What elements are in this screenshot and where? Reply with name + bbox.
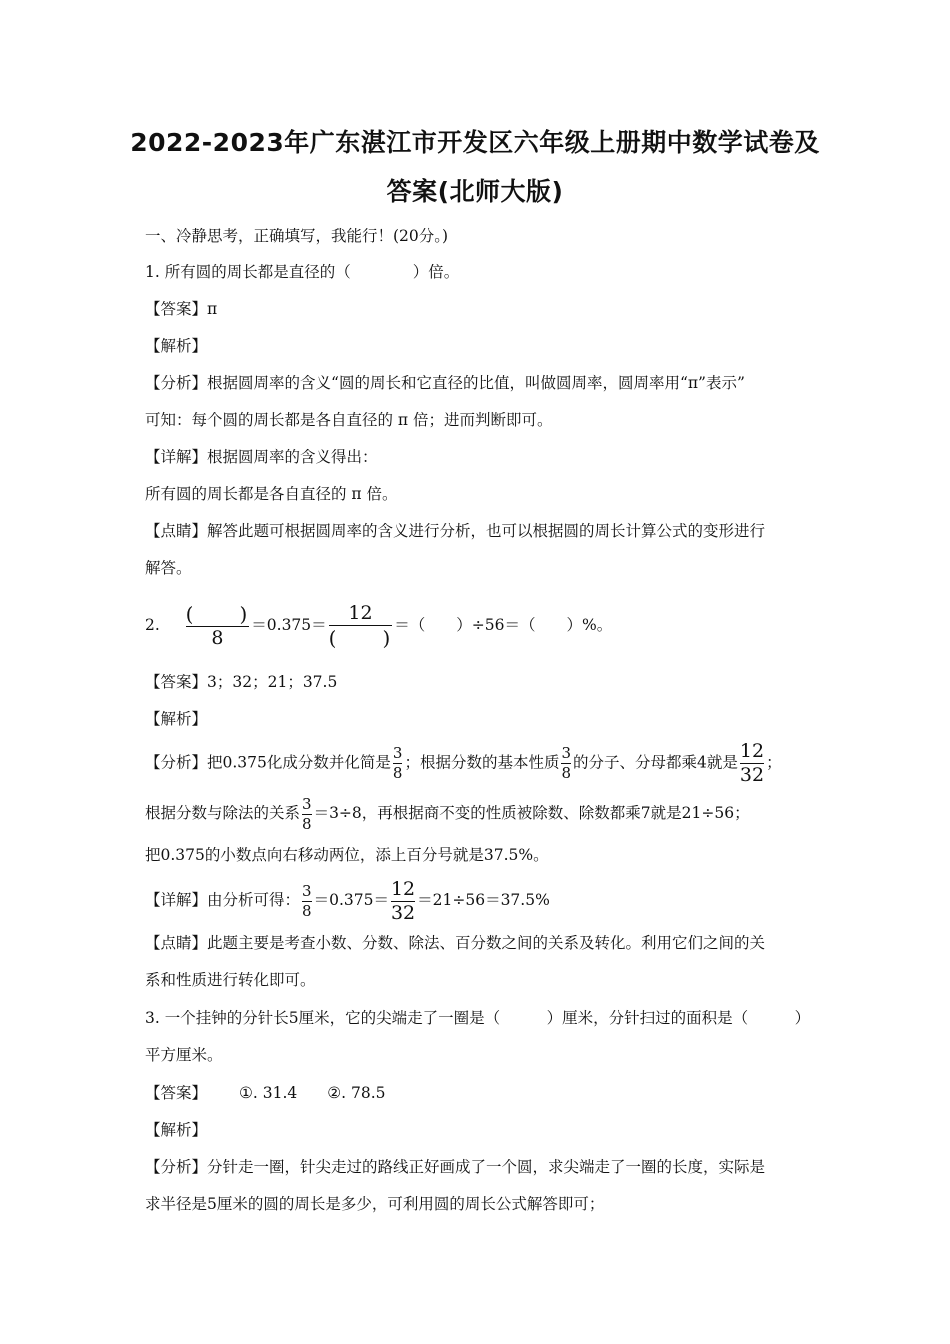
- q1-answer: [145, 299, 217, 319]
- q2-detail-a: 由分析可得：: [207, 891, 301, 909]
- q3-stem-line1: 3. 一个挂钟的分针长5厘米，它的尖端走了一圈是（ ）厘米，分针扫过的面积是（ ）: [145, 1009, 811, 1027]
- q2-dianjing-line2: 系和性质进行转化即可。: [145, 971, 316, 989]
- q2-answer: [145, 672, 337, 692]
- q3-answer1: ①. 31.4: [239, 1084, 298, 1102]
- q2-detail-c: ＝21÷56＝37.5%: [417, 891, 550, 909]
- answer-label: 【答案】: [145, 300, 208, 318]
- q1-fenxi-line1: [145, 373, 745, 393]
- fraction-numerator: 3: [392, 744, 403, 762]
- q3-fenxi-line2: 求半径是5厘米的圆的周长是多少，可利用圆的周长公式解答即可；: [145, 1195, 605, 1213]
- fraction-denominator: 8: [302, 901, 312, 920]
- q1-answer-value: π: [207, 300, 218, 318]
- fraction-numerator: 12: [348, 602, 373, 624]
- q2-detail: [145, 878, 550, 923]
- q1-analysis-label: 【解析】: [145, 337, 208, 355]
- q3-answer: [145, 1083, 386, 1103]
- q2-answer-value: 3；32；21；37.5: [207, 673, 338, 691]
- q2-dianjing-text1: 此题主要是考查小数、分数、除法、百分数之间的关系及转化。利用它们之间的关: [207, 934, 766, 952]
- dianjing-label: 【点睛】: [145, 934, 208, 952]
- q2-eq2: ＝（ ）÷56＝（ ）%。: [394, 616, 613, 634]
- fraction-denominator: 8: [392, 764, 403, 782]
- q1-detail-line2: 所有圆的周长都是各自直径的 π 倍。: [145, 485, 398, 503]
- fraction-numerator: ( ): [185, 602, 250, 626]
- fraction-12-32: [390, 877, 416, 924]
- answer-label: 【答案】: [145, 673, 208, 691]
- fenxi-label: 【分析】: [145, 374, 208, 392]
- q1-stem: 1. 所有圆的周长都是直径的（ ）倍。: [145, 263, 460, 281]
- detail-label: 【详解】: [145, 448, 208, 466]
- q2-number: 2.: [145, 616, 160, 634]
- fraction-3-8: [302, 794, 312, 833]
- q2-stem: [145, 600, 612, 650]
- q3-fenxi-line1: [145, 1157, 765, 1177]
- q2-fenxi-line2: [145, 793, 750, 833]
- q2-analysis-label: 【解析】: [145, 710, 208, 728]
- fraction-denominator: 8: [302, 814, 312, 833]
- q3-fenxi-text1: 分针走一圈，针尖走过的路线正好画成了一个圆，求尖端走了一圈的长度，实际是: [207, 1158, 766, 1176]
- q3-analysis-label: 【解析】: [145, 1121, 208, 1139]
- q2-fenxi-a: 把0.375化成分数并化简是: [207, 753, 391, 772]
- q1-dianjing-text1: 解答此题可根据圆周率的含义进行分析，也可以根据圆的周长计算公式的变形进行: [207, 522, 766, 540]
- q2-fenxi-d: ；: [766, 753, 782, 772]
- q2-dianjing-line1: [145, 933, 765, 953]
- q2-fraction-blank-over-8: [186, 604, 250, 648]
- fraction-3-8: [561, 746, 571, 781]
- fraction-numerator: 3: [561, 744, 571, 762]
- q3-stem-line2: 平方厘米。: [145, 1046, 223, 1064]
- q2-fenxi-c: 的分子、分母都乘4就是: [573, 753, 738, 772]
- q1-detail-line1: [145, 447, 378, 467]
- q1-fenxi-text1: 根据圆周率的含义“圆的周长和它直径的比值，叫做圆周率，圆周率用“π”表示”: [207, 374, 745, 392]
- section-heading: 一、冷静思考，正确填写，我能行！(20分。): [145, 227, 449, 245]
- fraction-numerator: 12: [739, 740, 765, 762]
- fraction-denominator: ( ): [328, 626, 393, 650]
- q2-detail-b: ＝0.375＝: [313, 891, 389, 909]
- fraction-numerator: 12: [390, 877, 416, 900]
- doc-title-line2: 答案(北师大版): [386, 177, 564, 206]
- q2-fenxi-b: ；根据分数的基本性质: [404, 753, 560, 772]
- fraction-denominator: 32: [739, 764, 765, 786]
- q2-fenxi-line3: 把0.375的小数点向右移动两位，添上百分号就是37.5%。: [145, 846, 549, 864]
- fraction-denominator: 8: [211, 627, 224, 649]
- fraction-3-8: [302, 881, 312, 920]
- answer-label: 【答案】: [145, 1084, 208, 1102]
- dianjing-label: 【点睛】: [145, 522, 208, 540]
- fraction-12-32: [740, 742, 764, 785]
- q1-fenxi-line2: 可知：每个圆的周长都是各自直径的 π 倍；进而判断即可。: [145, 411, 553, 429]
- q1-dianjing-line1: [145, 521, 765, 541]
- q1-detail-text1: 根据圆周率的含义得出：: [207, 448, 378, 466]
- q2-fenxi-line1: [145, 742, 782, 785]
- q2-fenxi-line2-b: ＝3÷8，再根据商不变的性质被除数、除数都乘7就是21÷56；: [313, 804, 750, 822]
- fenxi-label: 【分析】: [145, 753, 208, 772]
- q2-fraction-12-over-blank: [329, 604, 393, 648]
- q3-answer2: ②. 78.5: [327, 1084, 386, 1102]
- fraction-denominator: 32: [390, 901, 416, 924]
- doc-title-line1: 2022-2023年广东湛江市开发区六年级上册期中数学试卷及: [130, 128, 820, 157]
- fraction-3-8: [393, 746, 403, 781]
- fraction-denominator: 8: [561, 764, 571, 782]
- q2-eq1: ＝0.375＝: [251, 616, 327, 634]
- fenxi-label: 【分析】: [145, 1158, 208, 1176]
- q1-dianjing-line2: 解答。: [145, 559, 192, 577]
- fraction-numerator: 3: [302, 881, 312, 900]
- q2-fenxi-line2-a: 根据分数与除法的关系: [145, 804, 301, 822]
- detail-label: 【详解】: [145, 891, 208, 909]
- fraction-numerator: 3: [302, 794, 312, 813]
